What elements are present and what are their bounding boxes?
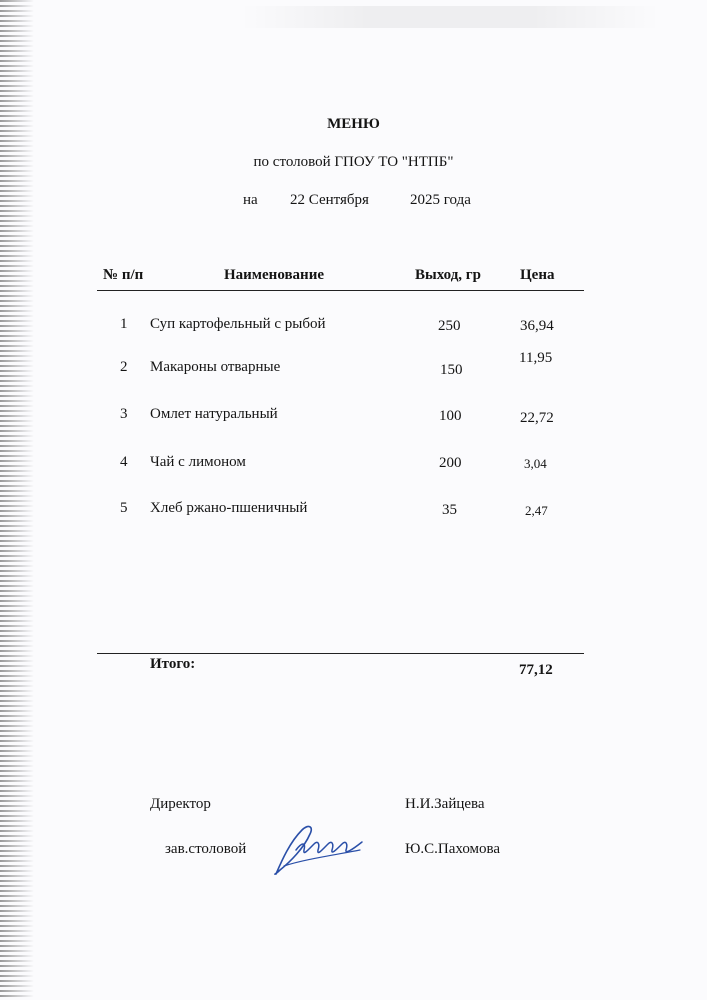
row-num: 3 xyxy=(120,406,128,422)
row-num: 1 xyxy=(120,316,128,332)
row-price: 22,72 xyxy=(520,410,554,426)
header-rule xyxy=(97,290,584,291)
date-prefix: на xyxy=(243,192,258,208)
director-title: Директор xyxy=(150,796,211,812)
total-label: Итого: xyxy=(150,656,196,672)
header-yield: Выход, гр xyxy=(415,267,481,283)
row-price: 36,94 xyxy=(520,318,554,334)
row-num: 5 xyxy=(120,500,128,516)
bleed-through-artifact xyxy=(240,6,660,28)
row-name: Макароны отварные xyxy=(150,359,281,375)
document-title: МЕНЮ xyxy=(327,116,380,132)
row-yield: 35 xyxy=(442,502,457,518)
row-name: Омлет натуральный xyxy=(150,406,278,422)
row-yield: 150 xyxy=(440,362,463,378)
canteen-name: Ю.С.Пахомова xyxy=(405,841,501,857)
header-price: Цена xyxy=(520,267,555,283)
document-subtitle: по столовой ГПОУ ТО "НТПБ" xyxy=(253,154,454,170)
date-year: 2025 года xyxy=(410,192,471,208)
handwritten-signature xyxy=(268,820,368,878)
row-yield: 100 xyxy=(439,408,462,424)
row-num: 4 xyxy=(120,454,128,470)
row-yield: 200 xyxy=(439,455,462,471)
row-price: 2,47 xyxy=(525,503,548,518)
director-name: Н.И.Зайцева xyxy=(405,796,485,812)
row-name: Хлеб ржано-пшеничный xyxy=(150,500,308,516)
scan-edge-artifact xyxy=(0,0,34,1000)
row-price: 3,04 xyxy=(524,456,547,471)
row-num: 2 xyxy=(120,359,128,375)
canteen-title: зав.столовой xyxy=(165,841,247,857)
header-num: № п/п xyxy=(103,267,144,283)
row-name: Суп картофельный с рыбой xyxy=(150,316,326,332)
row-yield: 250 xyxy=(438,318,461,334)
header-name: Наименование xyxy=(224,267,324,283)
row-price: 11,95 xyxy=(519,350,553,366)
total-value: 77,12 xyxy=(519,662,553,678)
row-name: Чай с лимоном xyxy=(150,454,246,470)
total-rule xyxy=(97,653,584,654)
date-day-month: 22 Сентября xyxy=(290,192,369,208)
